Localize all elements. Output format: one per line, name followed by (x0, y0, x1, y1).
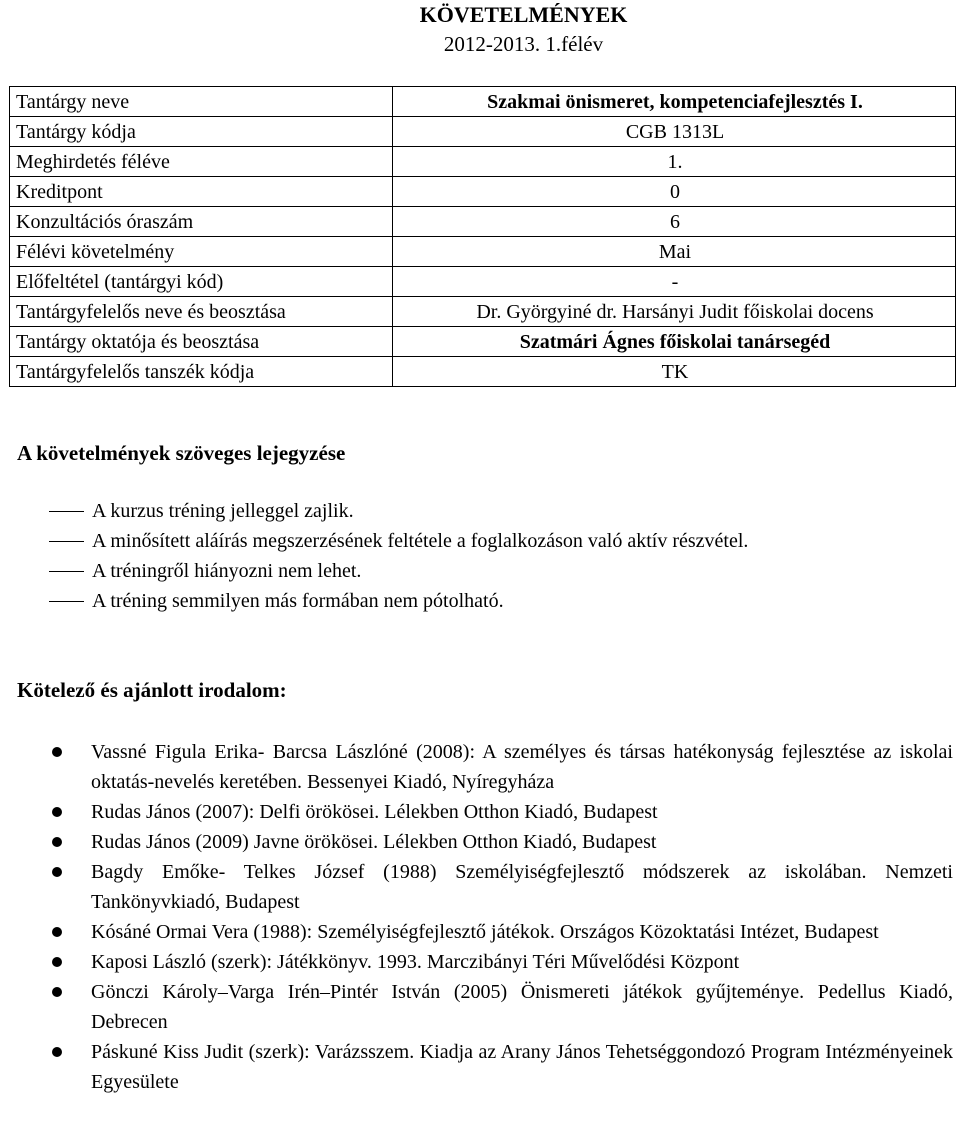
info-value: - (393, 267, 956, 297)
info-value: Dr. Györgyiné dr. Harsányi Judit főiskolai docens (393, 297, 956, 327)
bullet-icon (52, 747, 62, 757)
dash-bullet-icon (49, 571, 84, 572)
literature-item (0, 917, 953, 947)
semester-label: 2012-2013. 1.félév (443, 32, 604, 56)
literature-heading: Kötelező és ajánlott irodalom: (17, 678, 287, 702)
literature-item (0, 797, 953, 827)
info-value: Szakmai önismeret, kompetenciafejlesztés I. (393, 87, 956, 117)
info-row (10, 177, 956, 207)
literature-text: Bagdy Emőke- Telkes József (1988) Személyiségfejlesztő módszerek az iskolában. Nemzeti Tankönyvkiadó, Budapest (91, 861, 953, 913)
info-label: Meghirdetés féléve (10, 147, 393, 177)
requirement-text: A tréning semmilyen más formában nem pótolható. (92, 590, 504, 612)
requirement-text: A kurzus tréning jelleggel zajlik. (92, 500, 354, 522)
requirement-item (0, 496, 960, 526)
info-row (10, 237, 956, 267)
info-label: Félévi követelmény (10, 237, 393, 267)
literature-text: Vassné Figula Erika- Barcsa Lászlóné (2008): A személyes és társas hatékonyság fejlesztése az iskolai oktatás-nevelés keretében. Bessenyei Kiadó, Nyíregyháza (91, 741, 953, 793)
literature-item (0, 977, 953, 1037)
literature-text: Rudas János (2009) Javne örökösei. Lélekben Otthon Kiadó, Budapest (91, 831, 657, 853)
info-row (10, 207, 956, 237)
course-info-table (9, 86, 956, 387)
info-row (10, 297, 956, 327)
bullet-icon (52, 927, 62, 937)
info-row (10, 87, 956, 117)
requirement-text: A tréningről hiányozni nem lehet. (92, 560, 362, 582)
dash-bullet-icon (49, 511, 84, 512)
bullet-icon (52, 867, 62, 877)
info-row (10, 267, 956, 297)
bullet-icon (52, 837, 62, 847)
literature-item (0, 1037, 953, 1097)
info-value: 1. (393, 147, 956, 177)
info-label: Előfeltétel (tantárgyi kód) (10, 267, 393, 297)
requirement-item (0, 556, 960, 586)
literature-text: Gönczi Károly–Varga Irén–Pintér István (2005) Önismereti játékok gyűjteménye. Pedellus Kiadó, Debrecen (91, 981, 953, 1033)
bullet-icon (52, 1047, 62, 1057)
info-label: Tantárgy oktatója és beosztása (10, 327, 393, 357)
requirements-list (0, 496, 960, 616)
info-label: Tantárgy neve (10, 87, 393, 117)
literature-text: Kósáné Ormai Vera (1988): Személyiségfejlesztő játékok. Országos Közoktatási Intézet, Budapest (91, 921, 879, 943)
info-label: Konzultációs óraszám (10, 207, 393, 237)
info-label: Tantárgyfelelős neve és beosztása (10, 297, 393, 327)
literature-item (0, 947, 953, 977)
requirements-heading: A követelmények szöveges lejegyzése (17, 441, 346, 465)
dash-bullet-icon (49, 601, 84, 602)
info-row (10, 327, 956, 357)
literature-item (0, 737, 953, 797)
info-row (10, 117, 956, 147)
info-label: Tantárgyfelelős tanszék kódja (10, 357, 393, 387)
info-value: 0 (393, 177, 956, 207)
bullet-icon (52, 957, 62, 967)
literature-item (0, 827, 953, 857)
info-label: Tantárgy kódja (10, 117, 393, 147)
info-value: Szatmári Ágnes főiskolai tanársegéd (393, 327, 956, 357)
literature-text: Kaposi László (szerk): Játékkönyv. 1993. Marczibányi Téri Művelődési Központ (91, 951, 740, 973)
document-title: KÖVETELMÉNYEK (419, 2, 628, 27)
info-row (10, 147, 956, 177)
info-value: TK (393, 357, 956, 387)
bullet-icon (52, 987, 62, 997)
info-label: Kreditpont (10, 177, 393, 207)
info-value: 6 (393, 207, 956, 237)
requirement-text: A minősített aláírás megszerzésének feltétele a foglalkozáson való aktív részvétel. (92, 530, 749, 552)
literature-item (0, 857, 953, 917)
bullet-icon (52, 807, 62, 817)
literature-text: Rudas János (2007): Delfi örökösei. Lélekben Otthon Kiadó, Budapest (91, 801, 658, 823)
requirement-item (0, 586, 960, 616)
literature-list (0, 737, 960, 1097)
info-row (10, 357, 956, 387)
dash-bullet-icon (49, 541, 84, 542)
info-value: CGB 1313L (393, 117, 956, 147)
info-value: Mai (393, 237, 956, 267)
requirement-item (0, 526, 960, 556)
literature-text: Páskuné Kiss Judit (szerk): Varázsszem. Kiadja az Arany János Tehetséggondozó Program Intézményeinek Egyesülete (91, 1041, 953, 1093)
